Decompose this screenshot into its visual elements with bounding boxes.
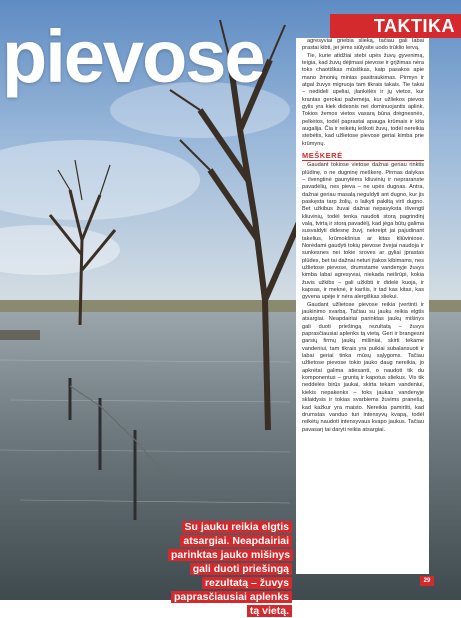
article-text-panel: [296, 38, 429, 574]
sub-heading: MEŠKERĖ: [302, 151, 424, 161]
article-paragraph: Gaudant tokiose vietose dažnai geriau rinktis plūdinę, o ne dugninę meškerę. Pirmas dalykas – ilvengtinė gaunytėms kliuvinių ir nepraranste pavadėlių, nes pieva – ne upės dugnas. Antra, dažnai geriau masalą neguldyti ant dugno, kur jis paskęsta tarp žolių, o laikyti pakiltą virš dugno. Bet užkibus žuvai dažnai nepavyksta išvengti kliuvinių, todėl tenka naudoti storą pagrindinį valą, tvirtą ir storą pavadėlį, kad jėga būtų galima susvaldyti didesnę žuvį, nekreipt jai pajudinant takelius, krūmokšnius ar kitas kliūviniose. Norėdami gaudyti tokių pievose žvejai naudoja ir sunkesnes nei tokie sroves ar gyliai įprastas plūdes, bet tai dažnai neturi įtakos kibimams, nes užlietose pievose, drumstame vandenyje žuvys kimba labai agresyviai, niekada neišrūpi, kokia žuvis užkibs – gali užkibti ir didelė kuoja, ir kapsas, ir meknė, ir karšis, ir tad kas kitas, kas gyvena upėje ir nėra alergiškas sliekui.: [302, 162, 424, 301]
photo-caption-text: Su jauku reikia elgtis atsargiai. Neapdairiai parinktas jauko mišinys gali duoti priešingą rezultatą – žuvys paprasčiausiai aplenks tą vietą.: [168, 521, 293, 617]
page-number: 29: [420, 576, 434, 586]
photo-caption: [168, 520, 292, 618]
article-paragraph: Tie, kurie atidžiai stebi upės žuvų gyvenimą, teigia, kad žuvų dėjimasi pievose ir grįžimas nėra toks chaotiškas mūsiškas, kaip pasakos apie mano žmonių minias pasitraukimas. Pirmyn ir atgal žuvys migruoja tam tikrais takais. Tie takai – nedideli upeliai, įlankėlės ir jų vietos, kur krantas gerokai pažemėja, kur užliekos pievos gylis yra kiek didesnis nei dominuojantis aplink. Tokios žemos vietos vasarą būna drėgnesnės, pelkėtos, todėl paprastai apauga krūmais ir kita augalija. Čia ir reikėtų ieškoti žuvų, todėl nereikia stebėtis, kad užlietose pievose geriai kimba prie krūmynų.: [302, 52, 424, 147]
article-paragraph: Gaudant užlietose pievose reikia įvertinti ir jaukinimo svarbą. Tačiau su jauku reikia elgtis atsargiai. Neapdairiai parinktas jaukų mišinys gali duoti priešingą rezultatą – žuvys paprasčiausiai aplenks tą vietą. Geri ir brangesni garsių firmų jaukų mišiniai, skirti tekame vandeniui, tam tikrais yra puikiai subalansuoti ir labai geriai tinka mūsų sąlygoms. Tačiau užlietose pievose tokio jauko daug nereikia, jo apkrėtai galima atiesanti, o naudoti tik du komponentus – gruntą ir kapotus sliekus. Vis tik neddelės birūs jaukai, skirta tekam vandeniui, kiekis nepakenks – toks jaukas vandenyje sklaidysis ir tokias svarbiems žuvims pranešą, kad kažkur yra maisto. Nereikia pamiršti, kad drumstas vanduo turi intensyvų kvapą, todėl reikėtų naudoti intensyvaus kvapo jaukus. Tačiau pavasarį tai daryti reikia atsargiai.: [302, 301, 424, 433]
headline: pievose: [2, 15, 264, 98]
section-tag: TAKTIKA: [330, 14, 461, 38]
article-paragraph: agresyviai griebia slieką, tačiau gali labai prastai kibti, jei jėms siūlysite uodo trūklio lervą.: [302, 38, 424, 52]
